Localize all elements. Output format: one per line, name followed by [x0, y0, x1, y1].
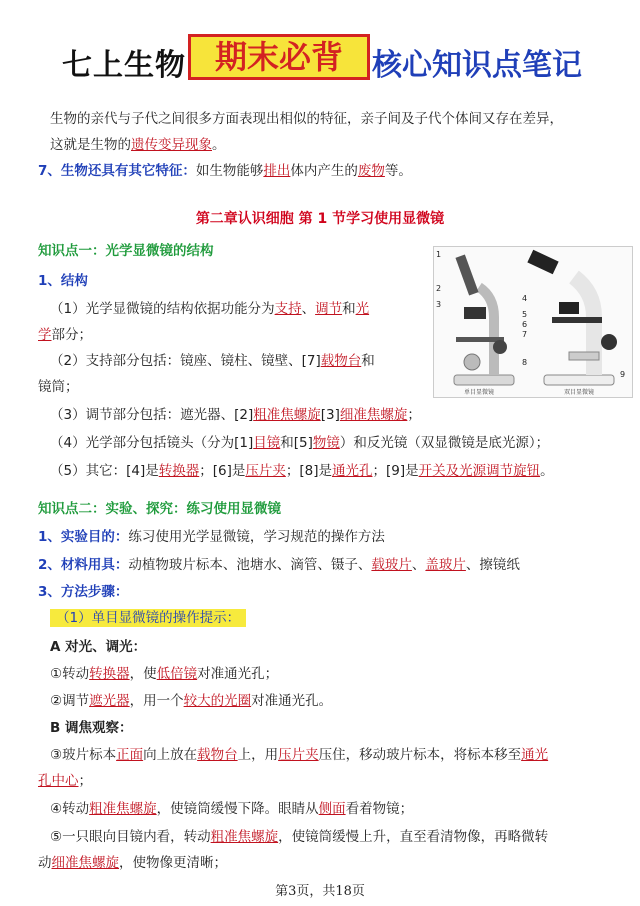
section-structure: 1、结构: [38, 273, 88, 289]
microscope-illustration: [434, 247, 632, 397]
text: 和[5]: [280, 435, 313, 451]
para-4: [50, 434, 549, 452]
step-5-cont: [38, 854, 227, 872]
keyword: 废物: [357, 163, 385, 179]
keyword: 压片夹: [245, 463, 286, 479]
title-right: 核心知识点笔记: [372, 48, 582, 83]
caption-monocular: 单目显微镜: [464, 389, 495, 396]
para-1: [50, 300, 369, 318]
intro-line-2: [50, 136, 226, 154]
item-7: [38, 162, 412, 180]
text: ；[9]是: [372, 463, 419, 479]
keyword: 粗准焦螺旋: [89, 801, 157, 817]
text: [3]: [320, 407, 340, 423]
label-1: 1: [436, 250, 442, 259]
keyword: 支持: [274, 301, 302, 317]
keyword: 孔中心: [38, 773, 79, 789]
exp-steps: 3、方法步骤：: [38, 584, 129, 600]
para-1-cont: [38, 326, 92, 344]
label-6: 6: [522, 320, 528, 329]
text: ②调节: [50, 693, 90, 709]
text: 如生物能够: [195, 163, 264, 179]
label-2: 2: [436, 284, 442, 293]
text: ）和反光镜（双显微镜是底光源）；: [339, 435, 550, 451]
label-8: 8: [522, 358, 528, 367]
text: ，使: [129, 666, 157, 682]
text: ⑤一只眼向目镜内看，转动: [50, 829, 211, 845]
keyword: 载物台: [197, 747, 238, 763]
text: ；[6]是: [199, 463, 246, 479]
text: ，用一个: [129, 693, 184, 709]
text: ③玻片标本: [50, 747, 117, 763]
label-9: 9: [620, 370, 626, 379]
knowledge-point-2: 知识点二：实验、探究：练习使用显微镜: [38, 501, 281, 517]
text: ，使物像更清晰；: [119, 855, 227, 871]
keyword: 细准焦螺旋: [339, 407, 408, 423]
step-B: B 调焦观察：: [50, 720, 133, 736]
monocular-microscope-icon: [454, 254, 514, 385]
keyword: 低倍镜: [156, 666, 198, 682]
microscope-figure: [433, 246, 633, 398]
knowledge-point-1: 知识点一：光学显微镜的结构: [38, 243, 214, 259]
keyword: 排出: [263, 163, 291, 179]
text: 练习使用光学显微镜，学习规范的操作方法: [128, 529, 385, 545]
text: （1）光学显微镜的结构依据功能分为: [50, 301, 275, 317]
binocular-microscope-icon: [527, 250, 617, 385]
keyword: 物镜: [312, 435, 340, 451]
step-4: [50, 800, 413, 818]
text: 。: [212, 137, 226, 153]
keyword: 遗传变异现象: [131, 137, 212, 153]
text: 动: [38, 855, 52, 871]
text: ；: [78, 773, 92, 789]
label-5: 5: [522, 310, 528, 319]
text: 这就是生物的: [50, 137, 131, 153]
keyword: 光: [355, 301, 370, 317]
chapter-heading: 第二章认识细胞 第 1 节学习使用显微镜: [195, 211, 445, 227]
step-2: [50, 692, 332, 710]
label-3: 3: [436, 300, 442, 309]
exp-materials: [38, 556, 520, 574]
text: 向上放在: [143, 747, 198, 763]
text: （5）其它：[4]是: [50, 463, 159, 479]
intro-line-1: 生物的亲代与子代之间很多方面表现出相似的特征，亲子间及子代个体间又存在差异，: [50, 111, 563, 127]
text: 上，用: [237, 747, 279, 763]
label: 2、材料用具：: [38, 557, 129, 573]
keyword: 转换器: [158, 463, 200, 479]
keyword: 目镜: [253, 435, 281, 451]
keyword: 载物台: [320, 353, 362, 369]
keyword: 粗准焦螺旋: [253, 407, 321, 423]
text: （3）调节部分包括：遮光器、[2]: [50, 407, 254, 423]
keyword: 侧面: [318, 801, 346, 817]
text: ，使镜筒缓慢下降。眼睛从: [156, 801, 319, 817]
para-2-cont: 镜筒；: [38, 379, 79, 395]
text: ④转动: [50, 801, 90, 817]
text: 和: [361, 353, 375, 369]
keyword: 正面: [116, 747, 144, 763]
para-3: [50, 406, 421, 424]
text: ，使镜筒缓慢上升，直至看清物像，再略微转: [278, 829, 549, 845]
keyword: 开关及光源调节旋钮: [418, 463, 541, 479]
item-number: 7、生物还具有其它特征：: [38, 163, 196, 179]
exp-purpose: [38, 528, 385, 546]
keyword: 载玻片: [371, 557, 412, 573]
keyword: 盖玻片: [425, 557, 466, 573]
caption-binocular: 双目显微镜: [564, 389, 595, 396]
label-4: 4: [522, 294, 528, 303]
text: 和: [342, 301, 356, 317]
text: （2）支持部分包括：镜座、镜柱、镜壁、[7]: [50, 353, 321, 369]
para-5: [50, 462, 554, 480]
text: 看着物镜；: [345, 801, 414, 817]
monocular-tip-highlight: [50, 609, 246, 627]
text: 动植物玻片标本、池塘水、滴管、镊子、: [128, 557, 372, 573]
title-highlight-box: 期末必背: [188, 34, 370, 80]
text: 体内产生的: [290, 163, 358, 179]
keyword: 压片夹: [278, 747, 319, 763]
keyword: 通光孔: [331, 463, 373, 479]
text: （4）光学部分包括镜头（分为[1]: [50, 435, 254, 451]
text: 。: [540, 463, 554, 479]
keyword: 粗准焦螺旋: [210, 829, 279, 845]
text: ①转动: [50, 666, 90, 682]
text: 压住，移动玻片标本，将标本移至: [318, 747, 522, 763]
keyword: 转换器: [89, 666, 130, 682]
text: ；[8]是: [285, 463, 332, 479]
keyword: 细准焦螺旋: [51, 855, 119, 871]
label: 1、实验目的：: [38, 529, 129, 545]
keyword: 较大的光圈: [183, 693, 252, 709]
title-left: 七上生物: [62, 48, 186, 83]
label-7: 7: [522, 330, 528, 339]
para-2: [50, 352, 375, 370]
highlight-text: （1）单目显微镜的操作提示：: [50, 609, 246, 627]
text: 、擦镜纸: [465, 557, 520, 573]
keyword: 通光: [521, 747, 549, 763]
step-3: [50, 746, 548, 764]
text: 、: [301, 301, 316, 317]
step-5: [50, 828, 548, 846]
page-footer: 第3页，共18页: [275, 884, 365, 899]
text: ；: [407, 407, 421, 423]
text: 、: [411, 557, 426, 573]
text: 等。: [384, 163, 412, 179]
step-1: [50, 665, 278, 683]
keyword: 学: [38, 327, 52, 343]
text: 对准通光孔。: [251, 693, 333, 709]
text: 对准通光孔；: [197, 666, 279, 682]
step-A: A 对光、调光：: [50, 639, 147, 655]
keyword: 遮光器: [89, 693, 130, 709]
step-3-cont: [38, 772, 92, 790]
text: 部分；: [51, 327, 92, 343]
keyword: 调节: [315, 301, 343, 317]
